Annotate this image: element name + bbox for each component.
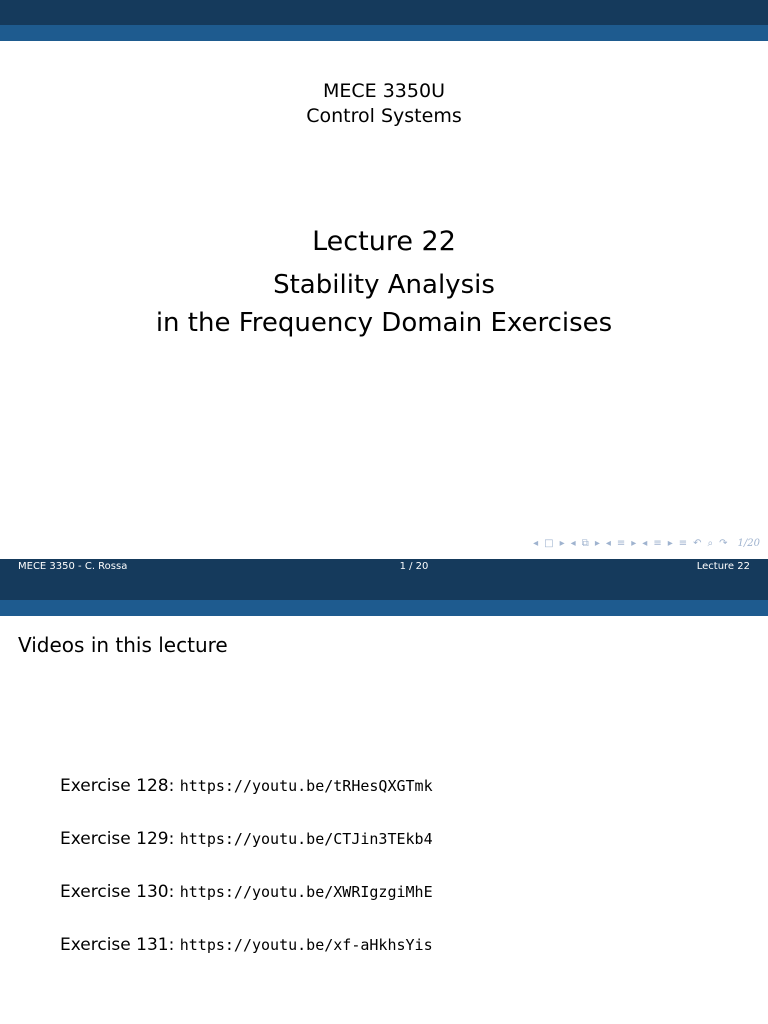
lecture-number: Lecture 22 [312,226,456,257]
header-bar-accent [0,25,768,41]
exercise-label: Exercise 129: [60,829,175,849]
nav-prev-subsection-icon[interactable]: ◂ [570,538,576,549]
lecture-title-line-2: in the Frequency Domain Exercises [155,308,613,338]
nav-next-part-icon[interactable]: ▸ [667,538,673,549]
nav-next-subsection-icon[interactable]: ▸ [594,538,600,549]
nav-section-icon[interactable]: ≡ [616,538,626,549]
list-item [60,829,433,882]
nav-prev-frame-icon[interactable]: ◂ [533,538,539,549]
nav-subsection-icon[interactable]: ⧉ [581,538,589,549]
course-name: Control Systems [306,105,462,127]
header-bar-accent [0,600,768,616]
videos-slide [0,580,768,1024]
beamer-navigation [533,538,760,549]
nav-page-counter: 1/20 [737,538,760,549]
exercise-label: Exercise 131: [60,935,175,955]
header-bar-dark [0,0,768,25]
nav-document-icon[interactable]: ≡ [678,538,688,549]
nav-search-icon[interactable]: ⌕ [707,538,714,549]
list-item [60,776,433,829]
nav-forward-icon[interactable]: ↷ [719,538,728,549]
exercise-list [60,776,433,988]
frame-title: Videos in this lecture [18,633,228,657]
footer-author: MECE 3350 - C. Rossa [18,561,128,572]
footer-lecture: Lecture 22 [696,561,750,572]
exercise-label: Exercise 128: [60,776,175,796]
video-link[interactable]: https://youtu.be/CTJin3TEkb4 [179,830,433,848]
nav-back-icon[interactable]: ↶ [693,538,702,549]
exercise-label: Exercise 130: [60,882,175,902]
course-code: MECE 3350U [323,80,445,102]
lecture-title-line-1: Stability Analysis [273,270,495,300]
nav-part-icon[interactable]: ≡ [653,538,662,549]
nav-prev-part-icon[interactable]: ◂ [642,538,648,549]
list-item [60,935,433,988]
video-link[interactable]: https://youtu.be/XWRIgzgiMhE [179,883,433,901]
nav-frame-icon[interactable]: □ [544,538,554,549]
footer-bar [0,559,768,580]
nav-next-section-icon[interactable]: ▸ [631,538,637,549]
video-link[interactable]: https://youtu.be/tRHesQXGTmk [179,777,433,795]
nav-prev-section-icon[interactable]: ◂ [605,538,611,549]
list-item [60,882,433,935]
nav-next-frame-icon[interactable]: ▸ [559,538,565,549]
video-link[interactable]: https://youtu.be/xf-aHkhsYis [179,936,433,954]
footer-page: 1 / 20 [399,561,429,572]
